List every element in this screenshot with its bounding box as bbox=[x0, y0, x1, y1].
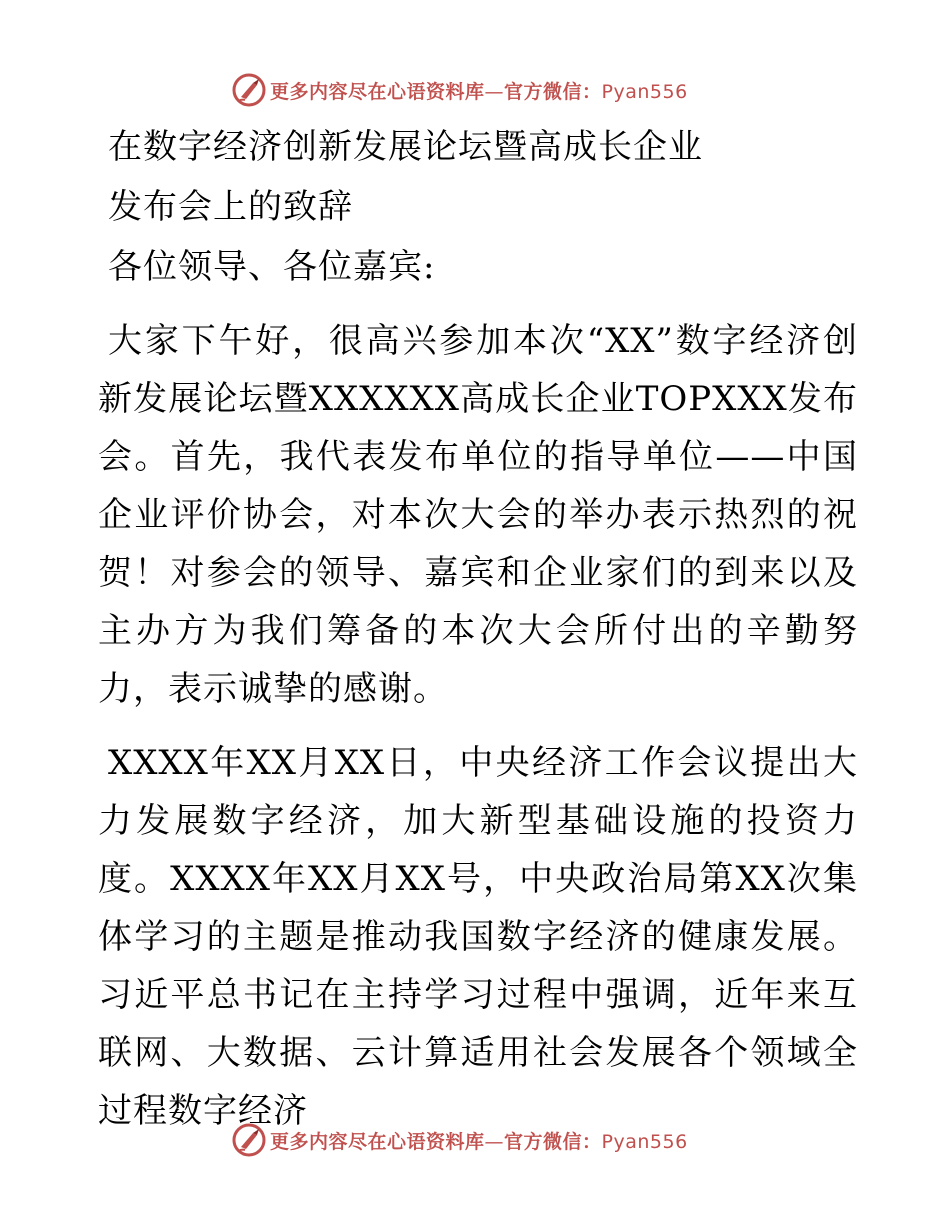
header-watermark bbox=[232, 70, 722, 110]
footer-watermark bbox=[232, 1120, 722, 1160]
title-line-2: 发布会上的致辞 bbox=[108, 187, 353, 227]
watermark-main: 更多内容尽在心语资料库 bbox=[270, 80, 485, 103]
title-line-1: 在数字经济创新发展论坛暨高成长企业 bbox=[108, 127, 703, 167]
salutation: 各位领导、各位嘉宾: bbox=[108, 247, 436, 287]
quill-pen-logo-icon bbox=[232, 1123, 266, 1157]
watermark-separator: — bbox=[484, 80, 505, 103]
watermark-id: Pyan556 bbox=[601, 1130, 688, 1153]
watermark-main: 更多内容尽在心语资料库 bbox=[270, 1130, 485, 1153]
watermark-text bbox=[270, 1127, 688, 1154]
document-body bbox=[98, 118, 858, 1140]
quill-pen-logo-icon bbox=[232, 73, 266, 107]
watermark-id: Pyan556 bbox=[601, 80, 688, 103]
paragraph-1: 大家下午好，很高兴参加本次“XX”数字经济创新发展论坛暨XXXXXX高成长企业TOPXXX发布会。首先，我代表发布单位的指导单位——中国企业评价协会，对本次大会的举办表示热烈的祝贺！对参会的领导、嘉宾和企业家们的到来以及主办方为我们筹备的本次大会所付出的辛勤努力，表示诚挚的感谢。 bbox=[98, 321, 858, 709]
paragraph-2: XXXX年XX月XX日，中央经济工作会议提出大力发展数字经济，加大新型基础设施的投资力度。XXXX年XX月XX号，中央政治局第XX次集体学习的主题是推动我国数字经济的健康发展。习近平总书记在主持学习过程中强调，近年来互联网、大数据、云计算适用社会发展各个领域全过程数字经济 bbox=[98, 743, 858, 1131]
watermark-text bbox=[270, 77, 688, 104]
watermark-sub: 官方微信： bbox=[504, 1130, 602, 1153]
watermark-sub: 官方微信： bbox=[504, 80, 602, 103]
watermark-separator: — bbox=[484, 1130, 505, 1153]
